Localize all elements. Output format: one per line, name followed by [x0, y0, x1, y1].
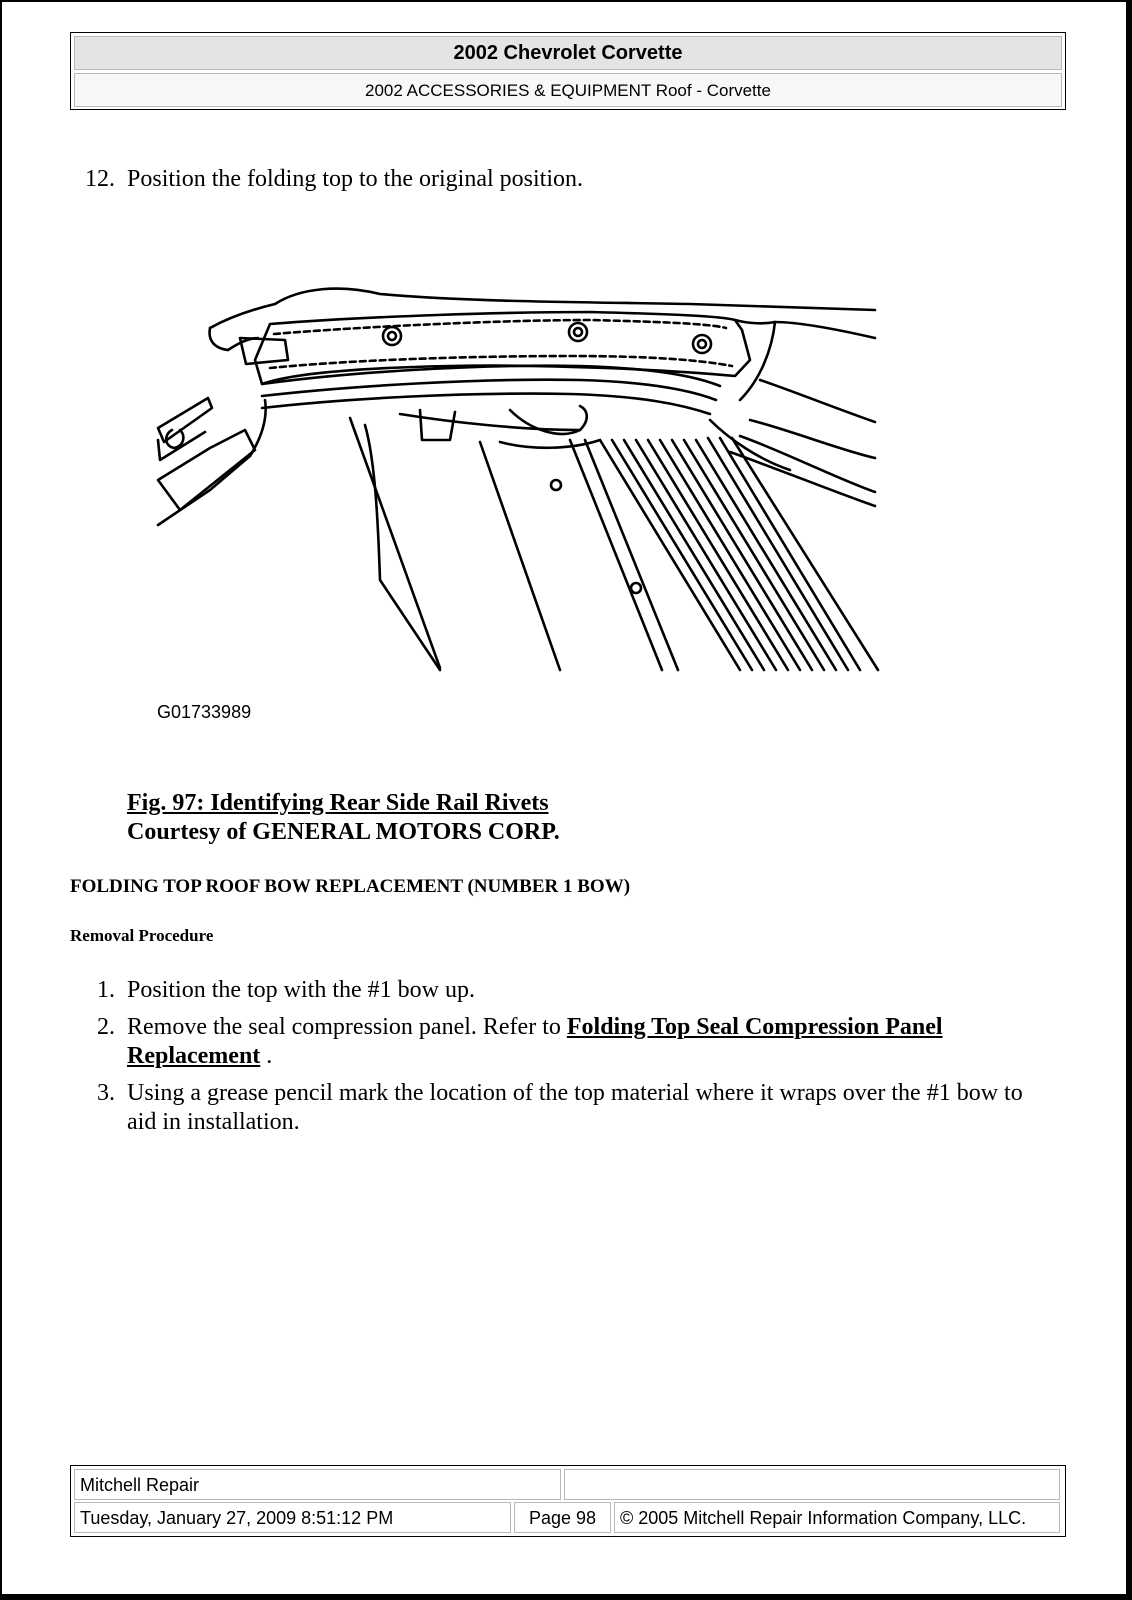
step-text-after: . — [260, 1043, 273, 1069]
step-number: 2. — [97, 1014, 115, 1040]
seal-compression-panel-link[interactable]: Folding Top Seal Compression Panel Replacement — [127, 1014, 943, 1069]
step-text: Position the top with the #1 bow up. — [127, 977, 475, 1003]
step-number: 1. — [97, 977, 115, 1003]
document-footer — [70, 1465, 1066, 1537]
step-text-before: Remove the seal compression panel. Refer to — [127, 1014, 567, 1040]
footer-empty-cell — [564, 1469, 1060, 1500]
step-number: 3. — [97, 1080, 115, 1106]
figure-id: G01733989 — [157, 702, 252, 722]
figure-caption-link[interactable]: Fig. 97: Identifying Rear Side Rail Rivets — [127, 790, 549, 816]
step-text: Position the folding top to the original position. — [127, 166, 583, 192]
step-3 — [97, 1079, 1057, 1137]
step-12 — [85, 165, 1057, 194]
sub-heading: Removal Procedure — [70, 926, 214, 945]
footer-timestamp: Tuesday, January 27, 2009 8:51:12 PM — [74, 1502, 511, 1533]
step-number: 12. — [85, 166, 115, 192]
footer-copyright: © 2005 Mitchell Repair Information Company, LLC. — [614, 1502, 1060, 1533]
figure-rear-side-rail-illustration — [150, 280, 900, 735]
footer-page-number: Page 98 — [514, 1502, 611, 1533]
figure-courtesy: Courtesy of GENERAL MOTORS CORP. — [127, 819, 560, 845]
step-1 — [97, 976, 1057, 1005]
document-header — [70, 32, 1066, 110]
section-heading: FOLDING TOP ROOF BOW REPLACEMENT (NUMBER 1 BOW) — [70, 876, 631, 897]
step-2 — [97, 1013, 1057, 1071]
document-subtitle: 2002 ACCESSORIES & EQUIPMENT Roof - Corvette — [74, 73, 1062, 107]
document-title: 2002 Chevrolet Corvette — [74, 36, 1062, 70]
step-text: Using a grease pencil mark the location of the top material where it wraps over the #1 bow to aid in installation. — [127, 1080, 1023, 1135]
footer-publisher: Mitchell Repair — [74, 1469, 561, 1500]
figure-caption — [127, 789, 560, 847]
